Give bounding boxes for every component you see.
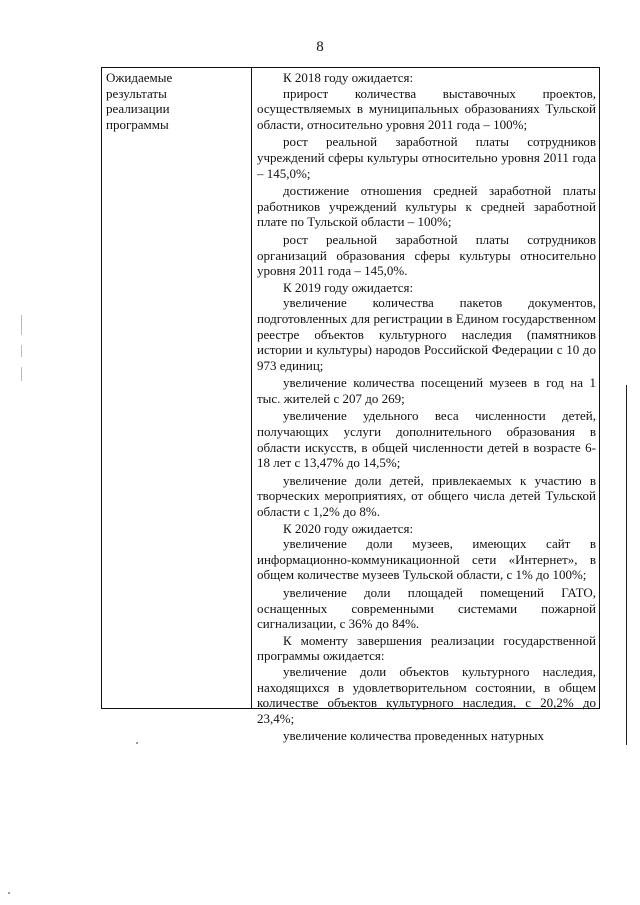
result-item: увеличение количества проведенных натурных (283, 728, 545, 744)
result-item: увеличение доли музеев, имеющих сайт в информационно-коммуникационной сети «Интернет», в общем количестве музеев Тульской области, с 1% до 100%; (257, 536, 596, 583)
scan-edge-line (626, 385, 627, 745)
results-table (101, 67, 600, 744)
result-item: рост реальной заработной платы сотрудников учреждений сферы культуры относительно уровня 2011 года – 145,0%; (257, 134, 596, 181)
year-heading: К 2020 году ожидается: (283, 520, 414, 536)
page-number: 8 (316, 39, 324, 55)
label-line: Ожидаемые (106, 70, 173, 85)
result-item: увеличение удельного веса численности детей, получающих услуги дополнительного образования в области искусств, в общей численности детей в возрасте 6-18 лет с 13,47% до 14,5%; (257, 408, 596, 471)
result-item: увеличение доли детей, привлекаемых к участию в творческих мероприятиях, от общего числа детей Тульской области с 1,2% до 8%. (257, 472, 596, 520)
result-item: рост реальной заработной платы сотрудников организаций образования сферы культуры относительно уровня 2011 года – 145,0%. (257, 231, 596, 279)
label-line: программы (106, 116, 169, 132)
year-heading: К 2018 году ожидается: (283, 70, 414, 85)
result-item: увеличение количества посещений музеев в год на 1 тыс. жителей с 207 до 269; (257, 375, 596, 406)
scan-artifact (21, 367, 22, 381)
scan-artifact (21, 315, 22, 335)
scan-artifact (21, 345, 22, 357)
year-heading: К 2019 году ожидается: (283, 279, 414, 295)
result-item: достижение отношения средней заработной платы работников учреждений культуры к средней заработной плате по Тульской области – 100%; (257, 183, 596, 230)
table-label-cell (102, 68, 252, 708)
label-line: реализации (106, 101, 170, 117)
year-heading: К моменту завершения реализации государственной программы ожидается: (257, 632, 596, 664)
result-item: увеличение доли площадей помещений ГАТО, оснащенных современными системами пожарной сигнализации, с 36% до 84%. (257, 585, 596, 632)
result-item: увеличение количества пакетов документов, подготовленных для регистрации в Едином государственном реестре объектов культурного наследия (памятников истории и культуры) народов Российской Федерации с 10 до 973 единиц; (257, 295, 596, 373)
table-content-cell (252, 68, 599, 744)
result-item: прирост количества выставочных проектов, осуществляемых в муниципальных образованиях Тульской области, относительно уровня 2011 года – 100%; (257, 85, 596, 132)
label-line: результаты (106, 85, 167, 101)
scan-artifact (136, 742, 138, 744)
result-item: увеличение доли объектов культурного наследия, находящихся в удовлетворительном состоянии, в общем количестве объектов культурного наследия, с 20,2% до 23,4%; (257, 663, 596, 726)
scan-artifact (8, 892, 10, 894)
